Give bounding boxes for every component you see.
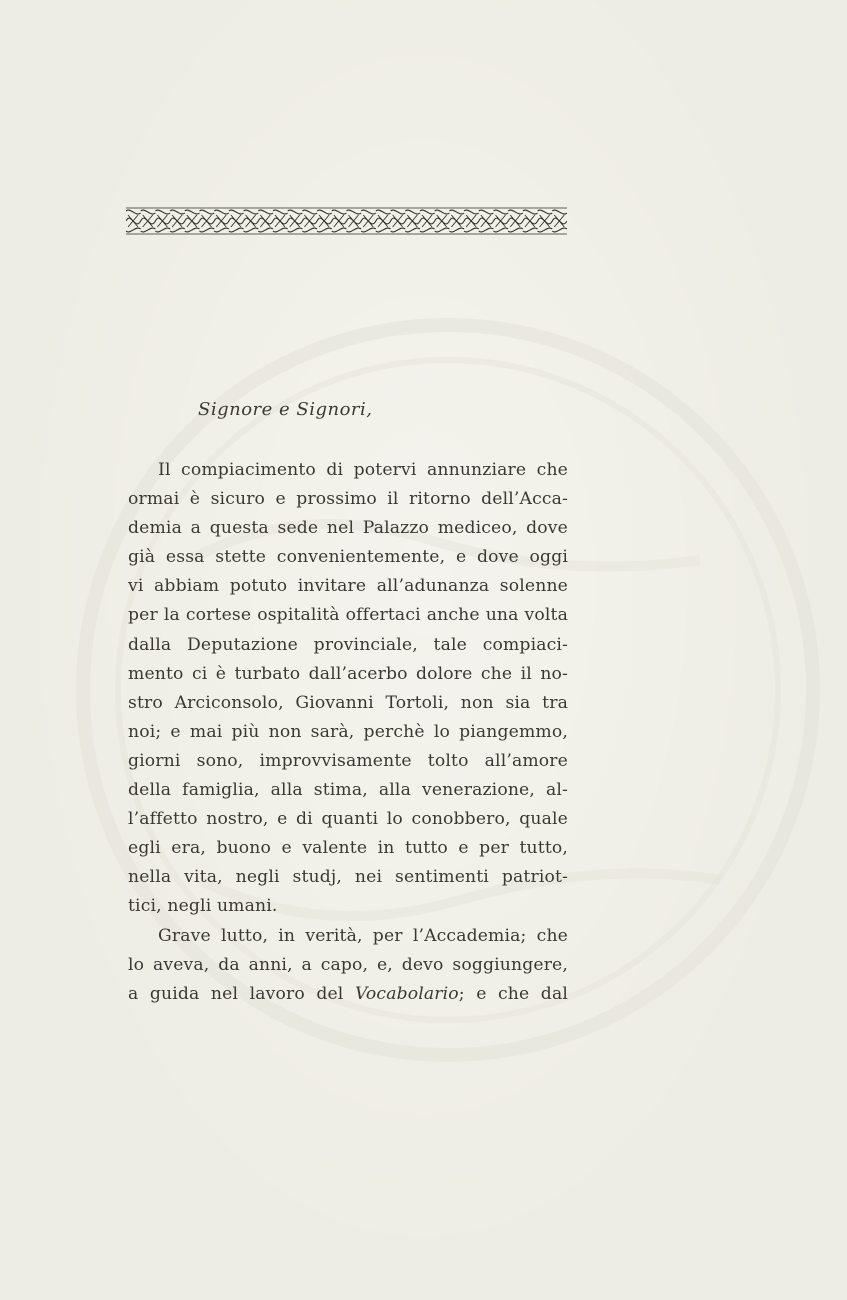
- text-line: Il compiacimento di potervi annunziare che: [158, 460, 568, 480]
- text-line: noi; e mai più non sarà, perchè lo piangemmo,: [128, 721, 568, 742]
- text-fragment: ; e che dal: [458, 983, 569, 1004]
- text-fragment: a guida nel lavoro del: [128, 983, 355, 1004]
- text-line: lo aveva, da anni, a capo, e, devo soggiungere,: [128, 954, 568, 975]
- text-line: già essa stette convenientemente, e dove oggi: [128, 547, 568, 568]
- text-line: mento ci è turbato dall’acerbo dolore che il no-: [128, 663, 568, 684]
- text-line: ormai è sicuro e prossimo il ritorno dell’Acca-: [128, 489, 568, 510]
- text-line: tici, negli umani.: [128, 896, 278, 917]
- text-line: stro Arciconsolo, Giovanni Tortoli, non sia tra: [128, 692, 568, 713]
- italic-title: Vocabolario: [354, 983, 459, 1004]
- text-line: vi abbiam potuto invitare all’adunanza solenne: [128, 576, 568, 597]
- text-line: demia a questa sede nel Palazzo mediceo, dove: [128, 518, 568, 539]
- text-line: dalla Deputazione provinciale, tale compiaci-: [128, 634, 568, 655]
- text-line: Grave lutto, in verità, per l’Accademia; che: [158, 925, 568, 946]
- text-line: giorni sono, improvvisamente tolto all’amore: [128, 750, 568, 771]
- letter-body: [128, 456, 568, 1009]
- text-line: l’affetto nostro, e di quanti lo conobbero, quale: [128, 809, 568, 830]
- text-line: della famiglia, alla stima, alla venerazione, al-: [128, 780, 568, 801]
- text-line: egli era, buono e valente in tutto e per tutto,: [128, 838, 568, 859]
- decorative-knot-border-icon: [126, 207, 567, 235]
- salutation-heading: Signore e Signori,: [198, 399, 373, 420]
- text-line: per la cortese ospitalità offertaci anche una volta: [128, 605, 568, 626]
- text-line: nella vita, negli studj, nei sentimenti patriot-: [128, 867, 568, 888]
- text-line: [128, 980, 568, 1009]
